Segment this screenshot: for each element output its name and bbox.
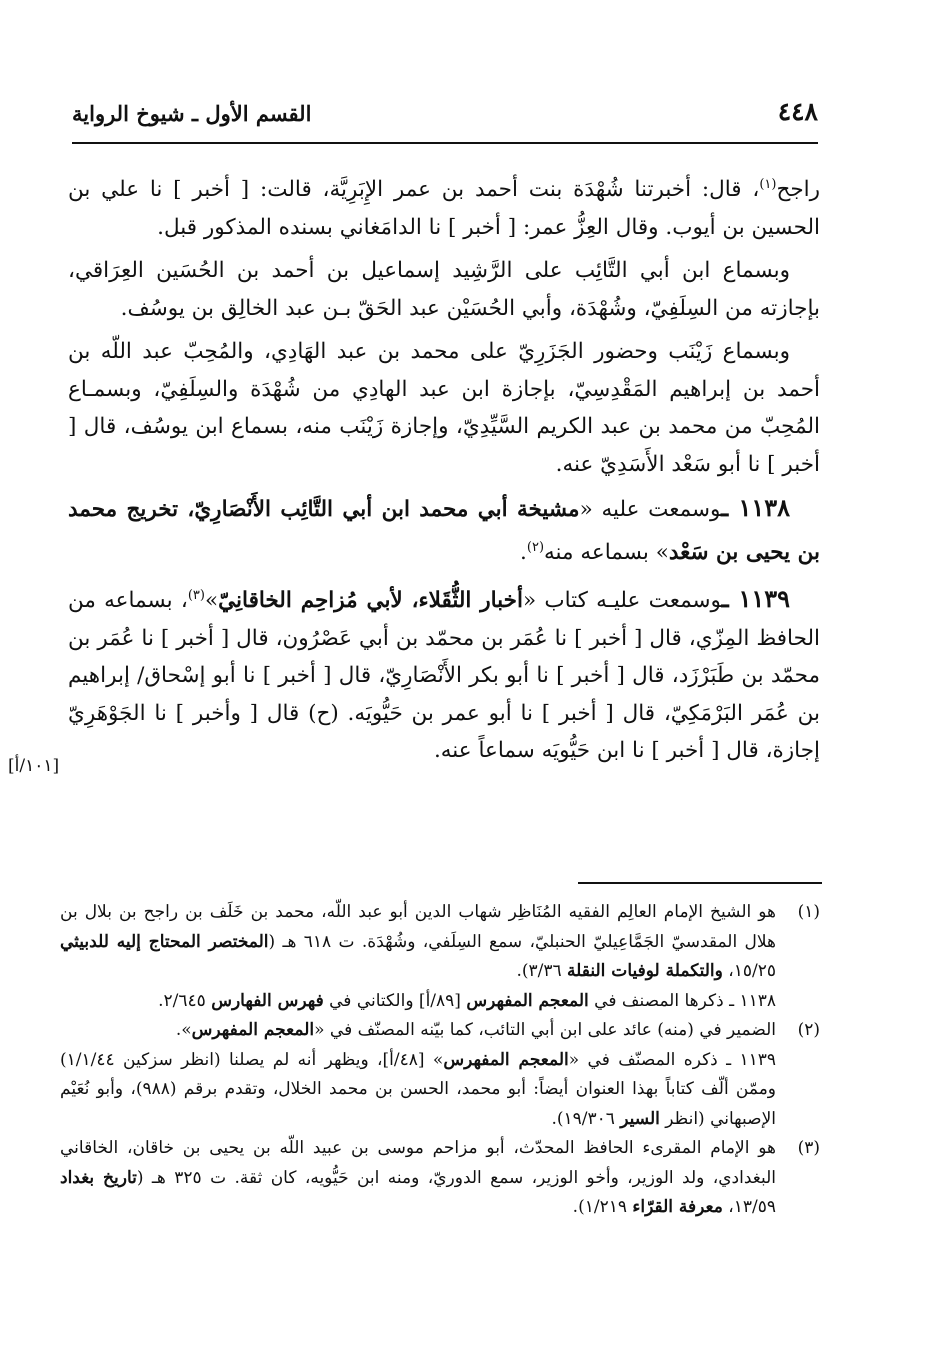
fn1-source-takmila: والتكملة لوفيات النقلة bbox=[567, 961, 723, 981]
entry-1138-tail: » بسماعه منه bbox=[544, 539, 669, 565]
footnote-3-text bbox=[60, 1134, 776, 1223]
page-number: ٤٤٨ bbox=[777, 97, 818, 126]
entry-number-1138: ١١٣٨ ـ bbox=[721, 493, 790, 522]
running-title: القسم الأول ـ شيوخ الرواية bbox=[72, 101, 312, 126]
fn1-part-h: [٨٩/أ] والكتاني في bbox=[323, 990, 467, 1011]
fn1-source-mukhtasar: المختصر المحتاج إليه للدبيثي bbox=[60, 931, 269, 952]
footnotes bbox=[60, 898, 820, 1223]
footnote-2 bbox=[60, 1016, 820, 1134]
entry-1138 bbox=[68, 489, 820, 571]
fn2-source-siyar: السير bbox=[620, 1108, 660, 1129]
entry-1138-lead: وسمعت عليه « bbox=[579, 497, 722, 522]
fn2-part-f: » [٤٨/أ]، ويظهر أنه لم يصلنا (انظر سزكين ١/١/٤٤) وممّن ألّف كتاباً بهذا العنوان أيضاً: أبو محمد، الحسن بن محمد الخلال، وتقدم برقم (٩٨٨)، وأبو نُعَيْم الإصبهاني (انظر bbox=[60, 1049, 777, 1129]
fn2-source-mujam-2: المعجم المفهرس bbox=[443, 1049, 569, 1070]
fn1-source-fihris: فهرس الفهارس bbox=[211, 990, 324, 1011]
footnote-1-marker: (١) bbox=[797, 902, 820, 922]
fn3-part-c: ١٣/٥٩، bbox=[722, 1197, 776, 1217]
footnote-ref-3[interactable]: (٣) bbox=[187, 588, 205, 603]
page-header bbox=[72, 86, 818, 126]
paragraph-2: وبسماع ابن أبي التَّائِب على الرَّشِيد إسماعيل بن أحمد بن الحُسَين العِرَاقي، بإجازته من السِلَفِيّ، وشُهْدَة، وأبي الحُسَيْن عبد الحَقّ بـن عبد الخالِق بن يوسُف. bbox=[68, 258, 820, 321]
fn2-part-d: ١١٣٩ ـ ذكره المصنّف في « bbox=[568, 1049, 777, 1070]
footnote-1139-text bbox=[60, 1046, 776, 1135]
footnote-3-body bbox=[60, 1134, 776, 1223]
fn2-part-a: الضمير في (منه) عائد على ابن أبي التائب، كما بيّنه المصنّف في « bbox=[314, 1020, 776, 1040]
fn2-part-c: ». bbox=[175, 1020, 192, 1040]
fn1-part-e: ٣/٣٦). bbox=[516, 961, 568, 981]
footnote-2-body bbox=[60, 1016, 776, 1134]
fn1-source-mujam: المعجم المفهرس bbox=[466, 990, 589, 1011]
entry-1139-close-quote: » bbox=[204, 588, 219, 613]
footnote-1 bbox=[60, 898, 820, 1016]
fn3-part-e: ١/٢١٩). bbox=[572, 1197, 633, 1217]
entry-1139-lead: وسمعت عليـه كتاب « bbox=[522, 588, 722, 613]
fn1-part-j: ٢/٦٤٥. bbox=[158, 990, 212, 1011]
entry-number-1139: ١١٣٩ ـ bbox=[721, 584, 790, 613]
footnote-3 bbox=[60, 1134, 820, 1223]
main-text bbox=[68, 166, 820, 776]
fn1-part-f: ١١٣٨ ـ ذكرها المصنف في bbox=[588, 990, 776, 1011]
paragraph-1 bbox=[68, 166, 820, 246]
footnote-1-body bbox=[60, 898, 776, 1016]
footnote-2-marker: (٢) bbox=[797, 1020, 820, 1040]
p1-rest: ، قال: أخبرتنا شُهْدَة بنت أحمد بن عمر الإِبَرِيَّة، قالت: [ أخبر ] نا علي بن الحسين بن أيوب. وقال العِزُّ عمر: [ أخبر ] نا الدامَغاني بسنده المذكور قبل. bbox=[68, 177, 820, 240]
footnote-1138-text bbox=[60, 987, 776, 1017]
fn2-source-mujam: المعجم المفهرس bbox=[191, 1020, 315, 1040]
fn1-part-c: ١٥/٢٥، bbox=[722, 961, 776, 981]
entry-1139 bbox=[68, 577, 820, 770]
footnote-ref-2[interactable]: (٢) bbox=[526, 539, 545, 555]
footnote-ref-1[interactable]: (١) bbox=[759, 177, 777, 192]
header-rule bbox=[72, 142, 818, 144]
fn3-part-a: هو الإمام المقرىء الحافظ المحدّث، أبو مزاحم موسى بن عبيد اللّه بن يحيى بن خاقان، الخاقاني البغدادي، ولد الوزير، وأخو الوزير، سمع الدوريّ، ومنه ابن حَيُّويه، كان ثقة. ت ٣٢٥ هـ ( bbox=[60, 1138, 776, 1188]
fn3-source-marifa: معرفة القرّاء bbox=[632, 1197, 723, 1217]
footnote-1-text bbox=[60, 898, 776, 987]
entry-1139-title: أخبار الثُّقَلاء، لأبي مُزاحِم الخاقانِيّ bbox=[218, 588, 523, 613]
fn1-part-a: هو الشيخ الإمام العالِم الفقيه المُنَاظِر شهاب الدين أبو عبد اللّه، محمد بن خَلَف بن راجح بن بلال بن هلال المقدسيّ الجَمَّاعِيليّ الحنبليّ، سمع السِلَفي، وشُهْدَة. ت ٦١٨ هـ ( bbox=[60, 902, 776, 952]
footnote-3-marker: (٣) bbox=[797, 1138, 820, 1158]
fn2-part-h: ١٩/٣٠٦). bbox=[551, 1108, 621, 1129]
footnote-separator bbox=[578, 882, 822, 884]
entry-1138-title: مشيخة أبي محمد ابن أبي التَّائِب الأَنْصَارِيّ، تخريج محمد بن يحيى بن سَعْد bbox=[68, 497, 820, 565]
paragraph-3: وبسماع زَيْنَب وحضور الجَزَرِيّ على محمد بن عبد الهَادِي، والمُحِبّ عبد اللّه بن أحمد بن إبراهيم المَقْدِسِيّ، بإجازة ابن عبد الهادِي من شُهْدَة والسِلَفِيّ، وبسمـاع المُحِبّ من محمد بن عبد الكريم السَّيِّدِيّ، وإجازة زَيْنَب منه، بسماع ابن يوسُف، قال [ أخبر ] نا أبو سَعْد الأَسَدِيّ عنه. bbox=[68, 339, 820, 477]
entry-1139-chain: ، بسماعه من الحافظ المِزّي، قال [ أخبر ] نا عُمَر بن محمّد بن أبي عَصْرُون، قال [ أخبر ] نا عُمَر بن محمّد بن طَبَرْزَد، قال [ أخبر ] نا أبو بكر الأَنْصَارِيّ، قال [ أخبر ] نا أبو إسْحاق/ إبراهيم بن عُمَر البَرْمَكِيّ، قال [ أخبر ] نا أبو عمر بن حَيُّويَه. (ح) قال [ وأخبر ] نا الجَوْهَرِيّ إجازة، قال [ أخبر ] نا ابن حَيُّويَه سماعاً عنه. bbox=[68, 588, 820, 763]
entry-1138-end: . bbox=[520, 539, 527, 565]
fn3-source-tarikh: تاريخ بغداد bbox=[60, 1167, 137, 1188]
margin-folio-note: [١٠١/أ] bbox=[8, 756, 60, 776]
footnote-2-text bbox=[60, 1016, 776, 1046]
p1-start: راجح bbox=[776, 177, 820, 202]
